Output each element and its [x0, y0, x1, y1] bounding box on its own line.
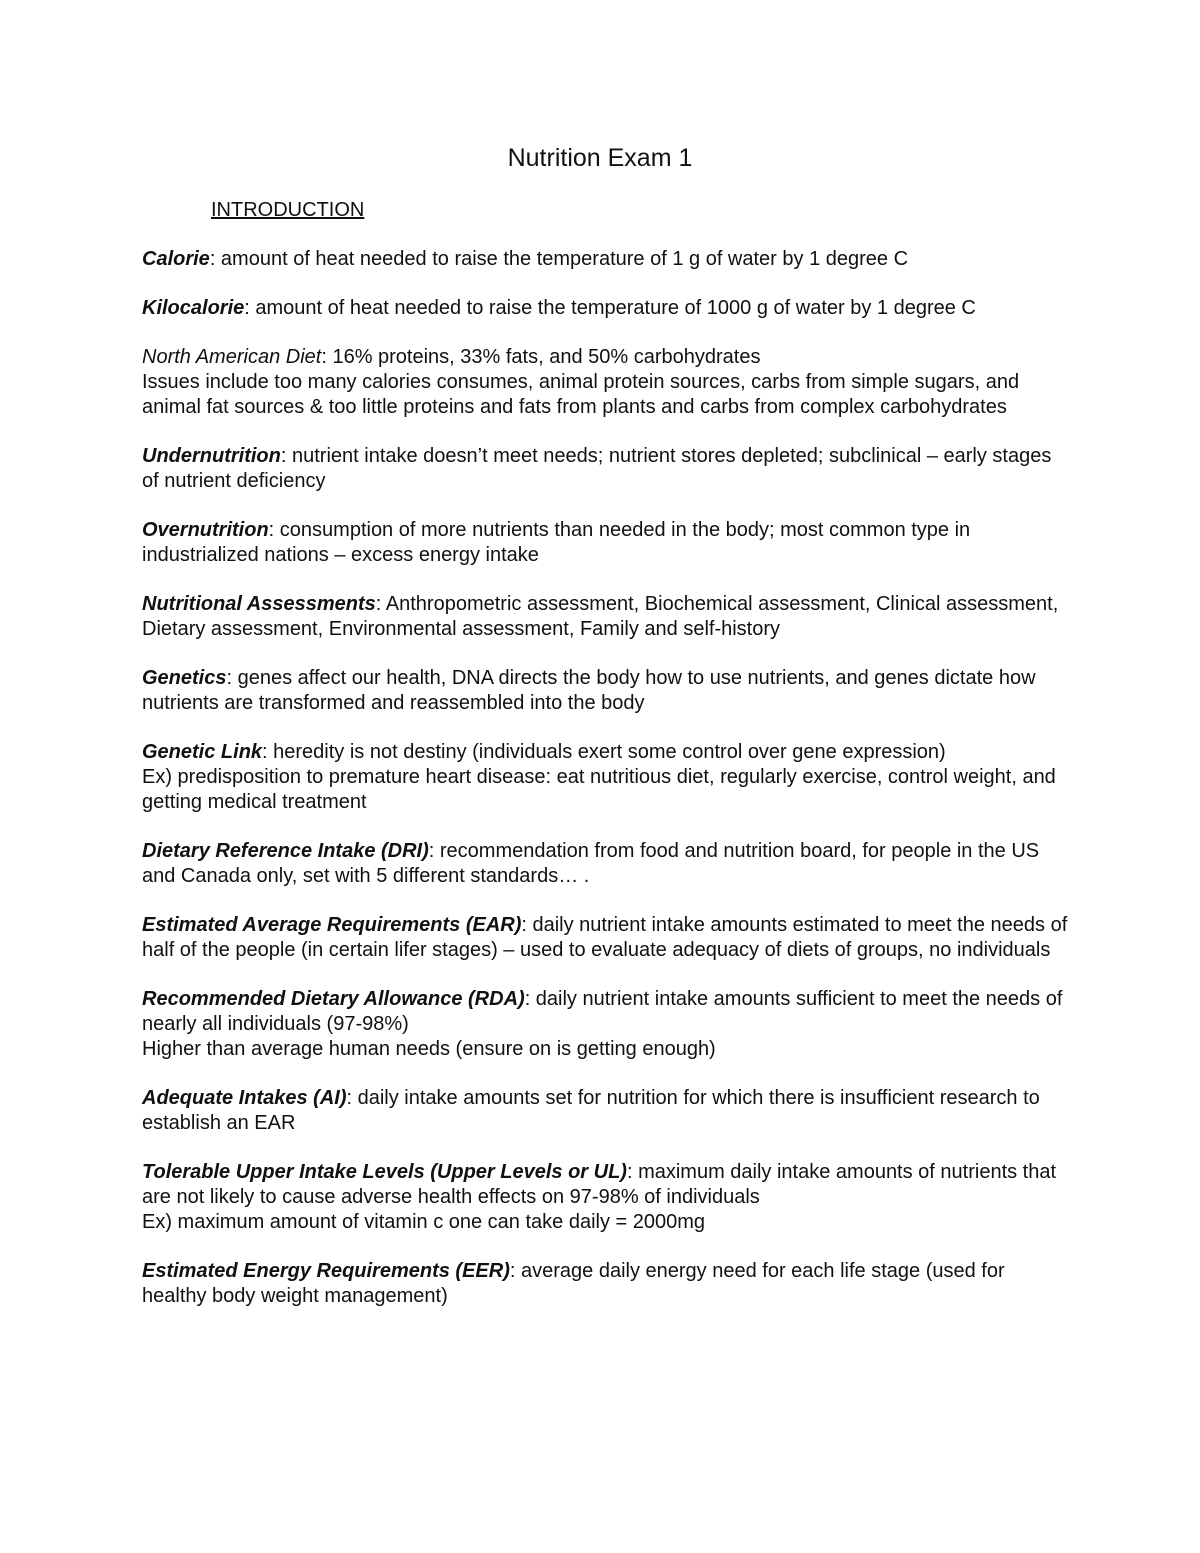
definition-text: : nutrient intake doesn’t meet needs; nutrient stores depleted; subclinical – early stages of nutrient deficiency [142, 445, 1052, 492]
definition-line [142, 740, 1072, 765]
definition-text: : average daily energy need for each life stage (used for healthy body weight management) [142, 1260, 1005, 1307]
definition-term: Recommended Dietary Allowance (RDA) [142, 988, 525, 1010]
definition-line [142, 518, 1072, 568]
definition-text: : amount of heat needed to raise the temperature of 1 g of water by 1 degree C [209, 248, 909, 270]
definition-term: Estimated Energy Requirements (EER) [142, 1260, 510, 1282]
definition-line [142, 913, 1072, 963]
definition-text: : genes affect our health, DNA directs the body how to use nutrients, and genes dictate how nutrients are transformed and reassembled into the body [142, 667, 1036, 714]
definition-term: Genetics [142, 667, 227, 689]
definition-term: Genetic Link [142, 741, 263, 763]
definition-line [142, 1086, 1072, 1136]
definition-entry [142, 913, 1072, 963]
section-heading: INTRODUCTION [211, 199, 365, 221]
definition-entry [142, 592, 1072, 642]
definition-entry [142, 518, 1072, 568]
definition-entry [142, 987, 1072, 1062]
definition-term: Undernutrition [142, 445, 281, 467]
definition-text: : 16% proteins, 33% fats, and 50% carbohydrates [321, 346, 761, 368]
definition-term: North American Diet [142, 346, 322, 368]
definition-line [142, 296, 1072, 321]
definition-extra-line: Issues include too many calories consumes, animal protein sources, carbs from simple sugars, and animal fat sources & too little proteins and fats from plants and carbs from complex carbohydrates [142, 371, 1020, 418]
definition-entry [142, 666, 1072, 716]
definition-text: : daily nutrient intake amounts sufficient to meet the needs of nearly all individuals (97-98%) [142, 988, 1063, 1035]
definition-line [142, 1160, 1072, 1210]
definition-text: : heredity is not destiny (individuals exert some control over gene expression) [262, 741, 946, 763]
definition-text: : Anthropometric assessment, Biochemical assessment, Clinical assessment, Dietary assessment, Environmental assessment, Family and self-history [142, 593, 1059, 640]
definition-line [142, 345, 1072, 370]
definition-term: Dietary Reference Intake (DRI) [142, 840, 429, 862]
definition-entry [142, 740, 1072, 815]
definition-entry [142, 1160, 1072, 1235]
definition-entry [142, 1259, 1072, 1309]
page-title: Nutrition Exam 1 [507, 144, 693, 172]
definition-entry [142, 345, 1072, 420]
definition-line [142, 592, 1072, 642]
definition-text: : daily intake amounts set for nutrition for which there is insufficient research to establish an EAR [142, 1087, 1040, 1134]
definition-text: : amount of heat needed to raise the temperature of 1000 g of water by 1 degree C [244, 297, 976, 319]
definition-line [142, 666, 1072, 716]
definition-line [142, 1259, 1072, 1309]
definitions-list [142, 247, 1072, 1333]
definition-entry [142, 296, 1072, 321]
definition-line [142, 839, 1072, 889]
definition-term: Nutritional Assessments [142, 593, 376, 615]
definition-entry [142, 1086, 1072, 1136]
definition-text: : recommendation from food and nutrition board, for people in the US and Canada only, set with 5 different standards… . [142, 840, 1040, 887]
definition-line [142, 987, 1072, 1037]
definition-term: Overnutrition [142, 519, 269, 541]
definition-text: : maximum daily intake amounts of nutrients that are not likely to cause adverse health effects on 97-98% of individuals [142, 1161, 1057, 1208]
definition-term: Kilocalorie [142, 297, 245, 319]
definition-entry [142, 839, 1072, 889]
definition-entry [142, 247, 1072, 272]
definition-term: Estimated Average Requirements (EAR) [142, 914, 522, 936]
definition-extra-line: Higher than average human needs (ensure on is getting enough) [142, 1038, 716, 1060]
definition-term: Tolerable Upper Intake Levels (Upper Levels or UL) [142, 1161, 627, 1183]
definition-text: : consumption of more nutrients than needed in the body; most common type in industrialized nations – excess energy intake [142, 519, 971, 566]
definition-text: : daily nutrient intake amounts estimated to meet the needs of half of the people (in certain lifer stages) – used to evaluate adequacy of diets of groups, no individuals [142, 914, 1068, 961]
definition-entry [142, 444, 1072, 494]
definition-line [142, 444, 1072, 494]
definition-extra-line: Ex) predisposition to premature heart disease: eat nutritious diet, regularly exercise, control weight, and getting medical treatment [142, 766, 1056, 813]
definition-term: Calorie [142, 248, 210, 270]
definition-extra-line: Ex) maximum amount of vitamin c one can take daily = 2000mg [142, 1211, 706, 1233]
definition-term: Adequate Intakes (AI) [142, 1087, 347, 1109]
definition-line [142, 247, 1072, 272]
